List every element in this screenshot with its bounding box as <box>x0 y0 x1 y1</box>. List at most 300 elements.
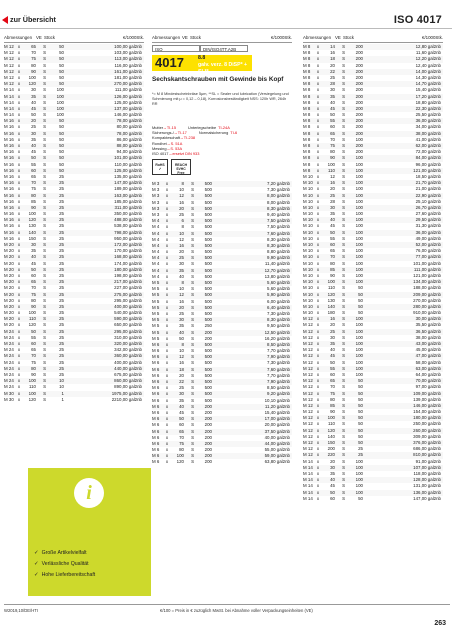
size-cell: M 16 <box>4 143 14 148</box>
price-cell: 70,00 gal2nb <box>415 378 441 384</box>
x-cell: x <box>316 396 320 402</box>
ve-cell: S <box>191 218 194 224</box>
price-cell: 7,30 gal2nb <box>267 360 290 366</box>
link-ref[interactable]: TI-238 <box>183 135 196 141</box>
size-cell: M 10 <box>303 198 313 204</box>
ve-cell: S <box>191 360 194 366</box>
qty-cell: 25 <box>59 316 64 322</box>
qty-cell: 100 <box>355 464 363 470</box>
ve-cell: S <box>342 353 345 359</box>
ve-cell: S <box>342 211 345 217</box>
length-cell: 100 <box>327 279 335 285</box>
size-cell: M 16 <box>4 149 14 155</box>
length-cell: 60 <box>31 272 36 278</box>
price-cell: 275,00 gal2nb <box>114 291 142 297</box>
size-cell: M 4 <box>152 236 160 242</box>
price-cell: 168,00 gal2nb <box>114 254 142 260</box>
length-cell: 28 <box>330 81 335 87</box>
ve-cell: S <box>43 322 46 328</box>
qty-cell: 500 <box>204 385 212 391</box>
qty-cell: 50 <box>59 155 64 161</box>
qty-cell: 200 <box>204 453 212 459</box>
size-cell: M 20 <box>4 297 14 303</box>
length-cell: 25 <box>330 74 335 80</box>
qty-cell: 50 <box>59 74 64 80</box>
length-cell: 40 <box>330 217 335 223</box>
qty-cell: 50 <box>59 56 64 62</box>
price-cell: 342,00 gal2nb <box>114 347 142 353</box>
x-cell: x <box>316 483 320 489</box>
size-cell: M 12 <box>303 415 313 421</box>
x-cell: x <box>316 74 320 80</box>
qty-cell: 50 <box>358 402 363 408</box>
price-cell: 11,60 gal2nb <box>415 50 441 56</box>
qty-cell: 200 <box>355 149 363 155</box>
x-cell: x <box>165 459 169 465</box>
x-cell: x <box>316 217 320 223</box>
top-bar <box>0 0 452 28</box>
ve-cell: S <box>191 453 194 459</box>
price-cell: 400,00 gal2nb <box>114 359 142 365</box>
x-cell: x <box>17 384 21 390</box>
size-cell: M 10 <box>303 272 313 278</box>
length-cell: 120 <box>28 217 36 223</box>
qty-cell: 50 <box>358 378 363 384</box>
qty-cell: 1 <box>61 396 64 402</box>
qty-cell: 50 <box>59 44 64 49</box>
x-cell: x <box>165 372 169 378</box>
length-cell: 16 <box>179 242 184 248</box>
size-cell: M 10 <box>303 297 313 303</box>
price-cell: 11,40 gal2nb <box>264 261 290 267</box>
qty-cell: 50 <box>59 161 64 167</box>
link-label: ISO 4017 <box>152 151 169 157</box>
ve-cell: S <box>342 130 345 136</box>
x-cell: x <box>17 310 21 316</box>
ve-cell: S <box>342 347 345 353</box>
qty-cell: 25 <box>59 198 64 204</box>
qty-cell: 25 <box>59 322 64 328</box>
price-cell: 8,30 gal2nb <box>267 236 290 242</box>
price-cell: 34,00 gal2nb <box>415 124 441 130</box>
x-cell: x <box>17 254 21 260</box>
length-cell: 30 <box>31 130 36 136</box>
price-cell: 52,00 gal2nb <box>415 242 441 247</box>
x-cell: x <box>316 260 320 266</box>
ve-cell: S <box>342 198 345 204</box>
ve-cell: S <box>191 341 194 347</box>
qty-cell: 25 <box>59 248 64 254</box>
length-cell: 25 <box>179 211 184 217</box>
size-cell: M 30 <box>4 396 14 402</box>
size-cell: M 20 <box>4 316 14 322</box>
x-cell: x <box>17 99 21 105</box>
link-ref-2[interactable]: TI-6 <box>230 130 238 136</box>
price-cell: 209,00 gal2nb <box>413 291 441 297</box>
size-cell: M 8 <box>303 136 311 142</box>
length-cell: 80 <box>31 192 36 198</box>
size-cell: M 12 <box>303 316 313 322</box>
size-cell: M 12 <box>303 433 313 439</box>
qty-cell: 25 <box>59 328 64 334</box>
x-cell: x <box>316 446 320 452</box>
ve-cell: S <box>342 440 345 445</box>
price-cell: 30,00 gal2nb <box>415 316 441 322</box>
length-cell: 100 <box>28 74 36 80</box>
size-cell: M 16 <box>4 136 14 142</box>
qty-cell: 25 <box>59 303 64 309</box>
price-cell: 6,00 gal2nb <box>267 298 290 304</box>
length-cell: 220 <box>327 452 335 458</box>
ve-cell: S <box>191 391 194 397</box>
x-cell: x <box>17 334 21 340</box>
length-cell: 45 <box>330 105 335 111</box>
product-header <box>152 45 292 123</box>
size-cell: M 6 <box>152 341 160 347</box>
x-cell: x <box>17 285 21 291</box>
standard-labels <box>152 45 292 53</box>
x-cell: x <box>316 161 320 167</box>
length-cell: 30 <box>31 87 36 93</box>
qty-cell: 25 <box>59 334 64 340</box>
ve-cell: S <box>43 371 46 377</box>
x-cell: x <box>316 365 320 371</box>
check-icon: ✓ <box>34 561 39 567</box>
price-cell: 137,00 gal2nb <box>114 105 142 111</box>
length-cell: 200 <box>327 446 335 452</box>
link-ref[interactable]: TI-17 <box>177 130 187 136</box>
price-cell: 11,20 gal2nb <box>264 403 290 409</box>
x-cell: x <box>165 249 169 255</box>
ve-cell: S <box>342 341 345 346</box>
size-cell: M 8 <box>303 167 311 173</box>
x-cell: x <box>17 248 21 254</box>
ve-cell: S <box>43 390 46 396</box>
x-cell: x <box>17 365 21 371</box>
grade-box <box>196 55 252 75</box>
qty-cell: 100 <box>355 279 363 285</box>
x-cell: x <box>165 397 169 403</box>
qty-cell: 500 <box>204 292 212 298</box>
price-cell: 37,50 gal2nb <box>264 428 290 434</box>
length-cell: 50 <box>179 416 184 422</box>
size-cell: M 16 <box>4 186 14 192</box>
x-cell: x <box>17 68 21 74</box>
x-cell: x <box>165 187 169 193</box>
price-cell: 14,00 gal2nb <box>415 68 441 74</box>
length-cell: 50 <box>31 112 36 118</box>
size-cell: M 20 <box>4 322 14 328</box>
ve-cell: S <box>342 229 345 235</box>
x-cell: x <box>316 105 320 111</box>
qty-cell: 200 <box>204 459 212 465</box>
ve-cell: S <box>342 217 345 223</box>
size-cell: M 10 <box>303 310 313 316</box>
feature-item <box>34 548 95 559</box>
length-cell: 25 <box>330 192 335 198</box>
ve-cell: S <box>43 242 46 247</box>
x-cell: x <box>17 155 21 161</box>
ve-cell: S <box>191 397 194 403</box>
qty-cell: 200 <box>355 99 363 105</box>
price-cell: 360,00 gal2nb <box>114 353 142 359</box>
link-ref-2[interactable]: TI-24A <box>218 125 230 130</box>
price-cell: 180,00 gal2nb <box>114 266 142 272</box>
qty-cell: 200 <box>204 335 212 341</box>
ve-cell: S <box>342 87 345 93</box>
size-cell: M 20 <box>4 260 14 266</box>
ve-cell: S <box>43 186 46 192</box>
ve-cell: S <box>342 248 345 254</box>
length-cell: 20 <box>179 205 184 211</box>
footer-note: €/100 = Preis in € zuzüglich MwSt. bei Abnahme voller Verpackungseinheiten (VE) <box>160 608 313 613</box>
length-cell: 60 <box>179 422 184 428</box>
qty-cell: 200 <box>204 440 212 446</box>
ve-cell: S <box>43 87 46 93</box>
size-cell: M 10 <box>303 285 313 291</box>
size-cell: M 8 <box>303 130 311 136</box>
size-cell: M 10 <box>303 254 313 260</box>
qty-cell: 100 <box>355 328 363 334</box>
length-cell: 40 <box>31 143 36 148</box>
ve-cell: S <box>342 396 345 402</box>
size-cell: M 14 <box>303 483 313 489</box>
qty-cell: 100 <box>355 235 363 241</box>
qty-cell: 100 <box>355 272 363 278</box>
feature-item <box>34 570 95 581</box>
qty-cell: 100 <box>355 180 363 186</box>
size-cell: M 8 <box>303 74 311 80</box>
length-cell: 14 <box>330 44 335 49</box>
length-cell: 140 <box>327 433 335 439</box>
qty-cell: 200 <box>355 62 363 68</box>
length-cell: 20 <box>179 249 184 255</box>
ve-cell: S <box>191 422 194 428</box>
ve-cell: S <box>191 255 194 261</box>
price-cell: 12,40 gal2nb <box>415 62 441 68</box>
price-cell: 101,00 gal2nb <box>413 260 441 266</box>
price-cell: 25,10 gal2nb <box>415 198 441 204</box>
price-cell: 94,00 gal2nb <box>116 149 142 155</box>
table-header <box>303 34 443 43</box>
length-cell: 45 <box>330 353 335 359</box>
price-cell: 18,80 gal2nb <box>415 99 441 105</box>
qty-cell: 100 <box>355 341 363 346</box>
size-cell: M 8 <box>303 105 311 111</box>
reach-free: Free <box>177 171 185 176</box>
price-cell: 88,00 gal2nb <box>116 143 142 148</box>
price-cell: 43,00 gal2nb <box>415 341 441 346</box>
length-cell: 65 <box>31 173 36 179</box>
length-cell: 16 <box>330 316 335 322</box>
x-cell: x <box>17 87 21 93</box>
ve-cell: S <box>342 223 345 229</box>
related-link-row[interactable] <box>152 151 292 156</box>
size-cell: M 3 <box>152 181 160 186</box>
ve-cell: S <box>342 427 345 433</box>
length-cell: 40 <box>31 254 36 260</box>
x-cell: x <box>17 260 21 266</box>
qty-cell: 500 <box>204 304 212 310</box>
size-cell: M 12 <box>303 328 313 334</box>
check-icon: ✓ <box>34 550 39 556</box>
size-cell: M 12 <box>4 68 14 74</box>
header-ve: VE <box>36 34 42 40</box>
price-cell: 76,00 gal2nb <box>415 248 441 254</box>
arrow-icon: → <box>166 145 171 151</box>
x-cell: x <box>165 292 169 298</box>
price-cell: 17,20 gal2nb <box>415 93 441 99</box>
x-cell: x <box>165 273 169 279</box>
qty-cell: 100 <box>355 204 363 210</box>
qty-cell: 50 <box>59 50 64 56</box>
length-cell: 90 <box>330 272 335 278</box>
qty-cell: 50 <box>59 149 64 155</box>
length-cell: 30 <box>330 334 335 340</box>
price-cell: 17,00 gal2nb <box>264 416 290 422</box>
qty-cell: 500 <box>204 286 212 292</box>
qty-cell: 200 <box>355 68 363 74</box>
size-cell: M 16 <box>4 161 14 167</box>
ve-cell: S <box>191 280 194 285</box>
ve-cell: S <box>43 291 46 297</box>
length-cell: 50 <box>330 112 335 118</box>
size-cell: M 10 <box>303 303 313 309</box>
ve-cell: S <box>342 483 345 489</box>
qty-cell: 25 <box>59 211 64 217</box>
price-cell: 107,00 gal2nb <box>413 464 441 470</box>
length-cell: 55 <box>330 235 335 241</box>
ve-cell: S <box>191 323 194 329</box>
ve-cell: S <box>43 99 46 105</box>
size-cell: M 14 <box>303 464 313 470</box>
x-cell: x <box>316 316 320 322</box>
ve-cell: S <box>191 329 194 335</box>
x-cell: x <box>316 136 320 142</box>
x-cell: x <box>165 440 169 446</box>
price-cell: 9,20 gal2nb <box>267 391 290 397</box>
ve-cell: S <box>342 297 345 303</box>
size-cell: M 12 <box>303 446 313 452</box>
price-cell: 860,00 gal2nb <box>114 378 142 384</box>
link-ref[interactable]: S. 53A <box>170 145 183 151</box>
qty-cell: 25 <box>59 242 64 247</box>
size-cell: M 4 <box>152 242 160 248</box>
length-cell: 110 <box>328 167 335 173</box>
price-cell: 63,00 gal2nb <box>415 365 441 371</box>
x-cell: x <box>17 297 21 303</box>
price-cell: 538,00 gal2nb <box>114 223 142 229</box>
x-cell: x <box>316 118 320 124</box>
length-cell: 140 <box>28 229 36 235</box>
ve-cell: S <box>342 328 345 334</box>
ve-cell: S <box>191 230 194 236</box>
size-cell: M 5 <box>152 304 160 310</box>
qty-cell: 200 <box>204 403 212 409</box>
x-cell: x <box>165 434 169 440</box>
ve-cell: S <box>43 328 46 334</box>
price-cell: 8,30 gal2nb <box>267 242 290 248</box>
price-cell: 13,80 gal2nb <box>264 273 290 279</box>
length-cell: 10 <box>179 230 184 236</box>
size-cell: M 12 <box>4 74 14 80</box>
price-cell: 128,00 gal2nb <box>413 477 441 483</box>
qty-cell: 100 <box>355 470 363 476</box>
qty-cell: 100 <box>355 334 363 340</box>
length-cell: 12 <box>179 236 184 242</box>
length-cell: 60 <box>31 341 36 346</box>
x-cell: x <box>17 93 21 99</box>
price-cell: 8,30 gal2nb <box>267 317 290 323</box>
qty-cell: 500 <box>204 273 212 279</box>
rohs-badge <box>152 159 168 175</box>
link-ref[interactable]: S. 51A <box>170 140 183 146</box>
qty-cell: 25 <box>59 371 64 377</box>
size-cell: M 6 <box>152 440 160 446</box>
price-cell: 26,70 gal2nb <box>415 204 441 210</box>
length-cell: 16 <box>179 360 184 366</box>
qty-cell: 200 <box>204 434 212 440</box>
ve-cell: S <box>191 447 194 453</box>
length-cell: 45 <box>31 149 36 155</box>
x-cell: x <box>316 272 320 278</box>
qty-cell: 100 <box>355 365 363 371</box>
length-cell: 25 <box>31 124 36 130</box>
length-cell: 8 <box>181 181 184 186</box>
qty-cell: 100 <box>355 211 363 217</box>
arrow-icon: → <box>179 135 184 141</box>
price-cell: 7,50 gal2nb <box>267 218 290 224</box>
length-cell: 30 <box>330 204 335 210</box>
ve-cell: S <box>191 379 194 384</box>
qty-cell: 100 <box>355 161 363 167</box>
size-cell: M 16 <box>4 192 14 198</box>
link-ref[interactable]: ersetzt DIN 933 <box>172 151 200 157</box>
qty-cell: 100 <box>355 167 363 173</box>
price-cell: 21,70 gal2nb <box>415 180 441 186</box>
qty-cell: 500 <box>204 187 212 193</box>
x-cell: x <box>165 453 169 459</box>
price-cell: 7,30 gal2nb <box>267 187 290 193</box>
din-label: DIN/ISO4TT.A2B <box>200 45 248 52</box>
length-cell: 18 <box>179 366 184 372</box>
link-ref[interactable]: TI-15 <box>166 125 177 130</box>
qty-cell: 50 <box>59 68 64 74</box>
ve-cell: S <box>342 136 345 142</box>
qty-cell: 500 <box>204 193 212 199</box>
price-cell: 189,00 gal2nb <box>114 186 142 192</box>
qty-cell: 25 <box>59 229 64 235</box>
price-cell: 2210,00 gal2nb <box>111 396 142 402</box>
qty-cell: 200 <box>355 87 363 93</box>
feature-box <box>28 468 151 596</box>
size-cell: M 14 <box>303 477 313 483</box>
qty-cell: 50 <box>59 118 64 124</box>
ve-cell: S <box>43 161 46 167</box>
size-cell: M 24 <box>4 341 14 346</box>
size-cell: M 16 <box>4 180 14 186</box>
back-to-overview-link[interactable] <box>2 15 56 24</box>
ve-cell: S <box>43 285 46 291</box>
x-cell: x <box>17 105 21 111</box>
price-cell: 154,00 gal2nb <box>413 409 441 415</box>
qty-cell: 100 <box>355 347 363 353</box>
size-cell: M 12 <box>303 421 313 427</box>
ve-cell: S <box>342 291 345 297</box>
size-cell: M 14 <box>303 495 313 501</box>
size-cell: M 12 <box>303 390 313 396</box>
back-label: zur Übersicht <box>10 15 56 24</box>
